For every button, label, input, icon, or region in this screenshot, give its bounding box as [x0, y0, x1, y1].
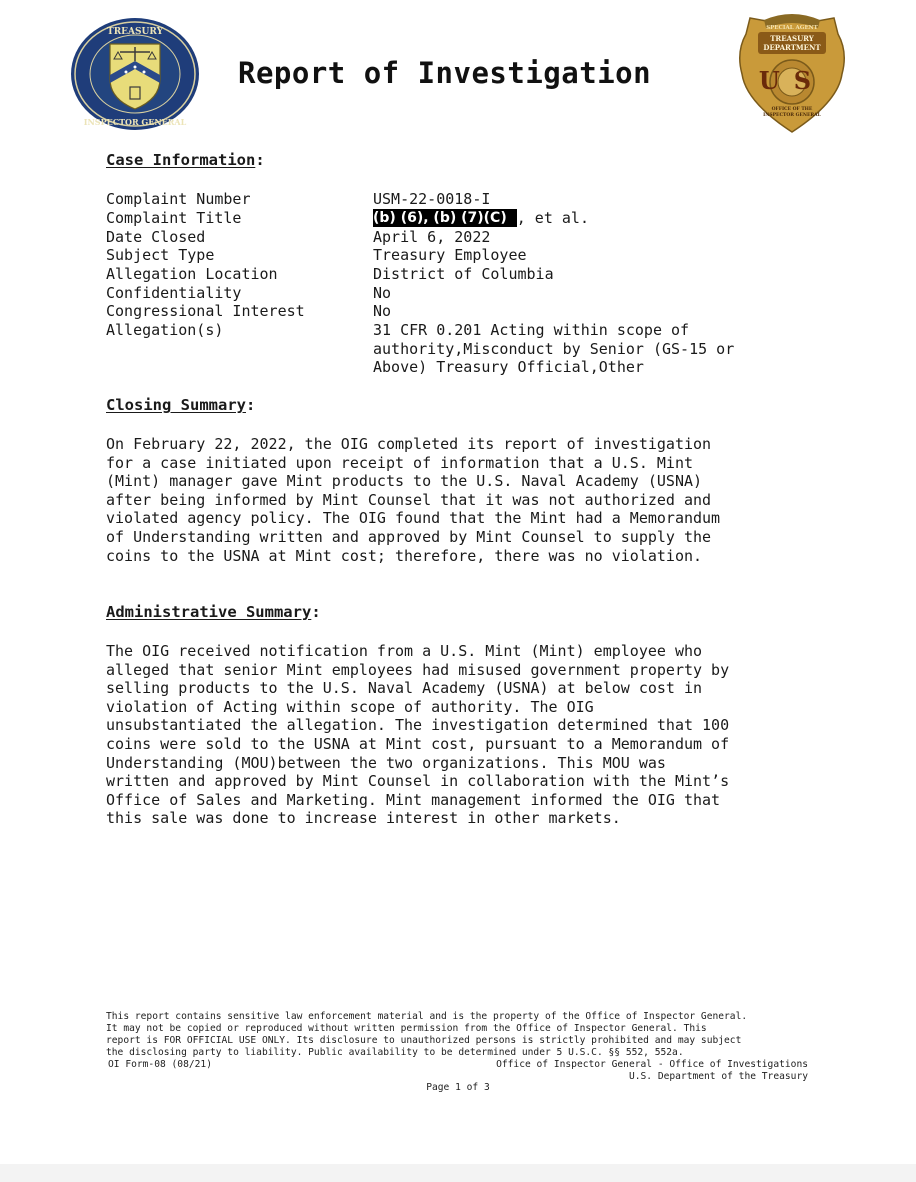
case-label: Subject Type [106, 246, 215, 264]
badge-text-department: DEPARTMENT [763, 43, 821, 52]
case-label: Allegation(s) [106, 321, 224, 339]
case-row-allegations [106, 321, 373, 340]
case-label: Confidentiality [106, 284, 242, 302]
case-row-date-closed [106, 228, 490, 247]
case-value: April 6, 2022 [373, 228, 491, 246]
case-value: , et al. [516, 209, 589, 227]
administrative-summary-heading: Administrative Summary: [106, 603, 321, 621]
case-row-complaint-title [106, 209, 589, 228]
badge-letters: US [758, 66, 826, 95]
case-row-congressional-interest [106, 302, 391, 321]
redaction-box: (b) (6), (b) (7)(C) [373, 209, 517, 227]
treasury-oig-seal-icon [70, 17, 200, 131]
case-information-heading: Case Information: [106, 151, 265, 169]
page-bottom-edge [0, 1164, 916, 1182]
case-value: No [373, 302, 392, 320]
case-label: Complaint Title [106, 209, 242, 227]
case-row-allegation-location [106, 265, 554, 284]
case-label: Allegation Location [106, 265, 278, 283]
badge-text-treasury: TREASURY [770, 34, 814, 43]
case-value: No [373, 284, 392, 302]
case-row-confidentiality [106, 284, 391, 303]
footer-disclaimer: This report contains sensitive law enforcement material and is the property of the Office of Inspector General. It may not be copied or reproduced without written permission from the Office of Inspector General. This report is FOR OFFICIAL USE ONLY. Its disclosure to unauthorized persons is strictly prohibited and may subject the disclosing party to liability. Public availability to be determined under 5 U.S.C. §§ 552, 552a. [106, 1011, 748, 1058]
badge-text-top: SPECIAL AGENT [766, 25, 818, 31]
case-label: Complaint Number [106, 190, 251, 208]
seal-text-bottom: INSPECTOR GENERAL [83, 117, 187, 127]
case-label: Congressional Interest [106, 302, 305, 320]
closing-summary-text: On February 22, 2022, the OIG completed its report of investigation for a case initiated upon receipt of information that a U.S. Mint (Mint) manager gave Mint products to the U.S. Naval Academy (USNA) after being informed by Mint Counsel that it was not authorized and violated agency policy. The OIG found that the Mint had a Memorandum of Understanding written and approved by Mint Counsel to supply the coins to the USNA at Mint cost; therefore, there was no violation. [106, 435, 721, 565]
treasury-badge-icon [734, 12, 850, 134]
case-value: Treasury Employee [373, 246, 527, 264]
case-row-complaint-number [106, 190, 490, 209]
footer-form-id: OI Form-08 (08/21) [108, 1059, 212, 1070]
badge-text-office: OFFICE OF THE [771, 107, 813, 112]
page-number: Page 1 of 3 [426, 1082, 490, 1093]
closing-summary-heading: Closing Summary: [106, 396, 256, 414]
report-title: Report of Investigation [238, 56, 652, 90]
allegations-value: 31 CFR 0.201 Acting within scope of authority,Misconduct by Senior (GS-15 or Above) Treasury Official,Other [373, 321, 735, 377]
footer-office: Office of Inspector General - Office of Investigations U.S. Department of the Treasury [496, 1059, 808, 1082]
seal-text-top: TREASURY [107, 27, 163, 37]
case-value: USM-22-0018-I [373, 190, 491, 208]
badge-text-ig: INSPECTOR GENERAL [763, 113, 821, 118]
administrative-summary-text: The OIG received notification from a U.S. Mint (Mint) employee who alleged that senior Mint employees had misused government property by selling products to the U.S. Naval Academy (USNA) at below cost in violation of Acting within scope of authority. The OIG unsubstantiated the allegation. The investigation determined that 100 coins were sold to the USNA at Mint cost, pursuant to a Memorandum of Understanding (MOU)between the two organizations. This MOU was written and approved by Mint Counsel in collaboration with the Mint’s Office of Sales and Marketing. Mint management informed the OIG that this sale was done to increase interest in other markets. [106, 642, 730, 828]
case-value: District of Columbia [373, 265, 554, 283]
case-label: Date Closed [106, 228, 206, 246]
case-row-subject-type [106, 246, 527, 265]
